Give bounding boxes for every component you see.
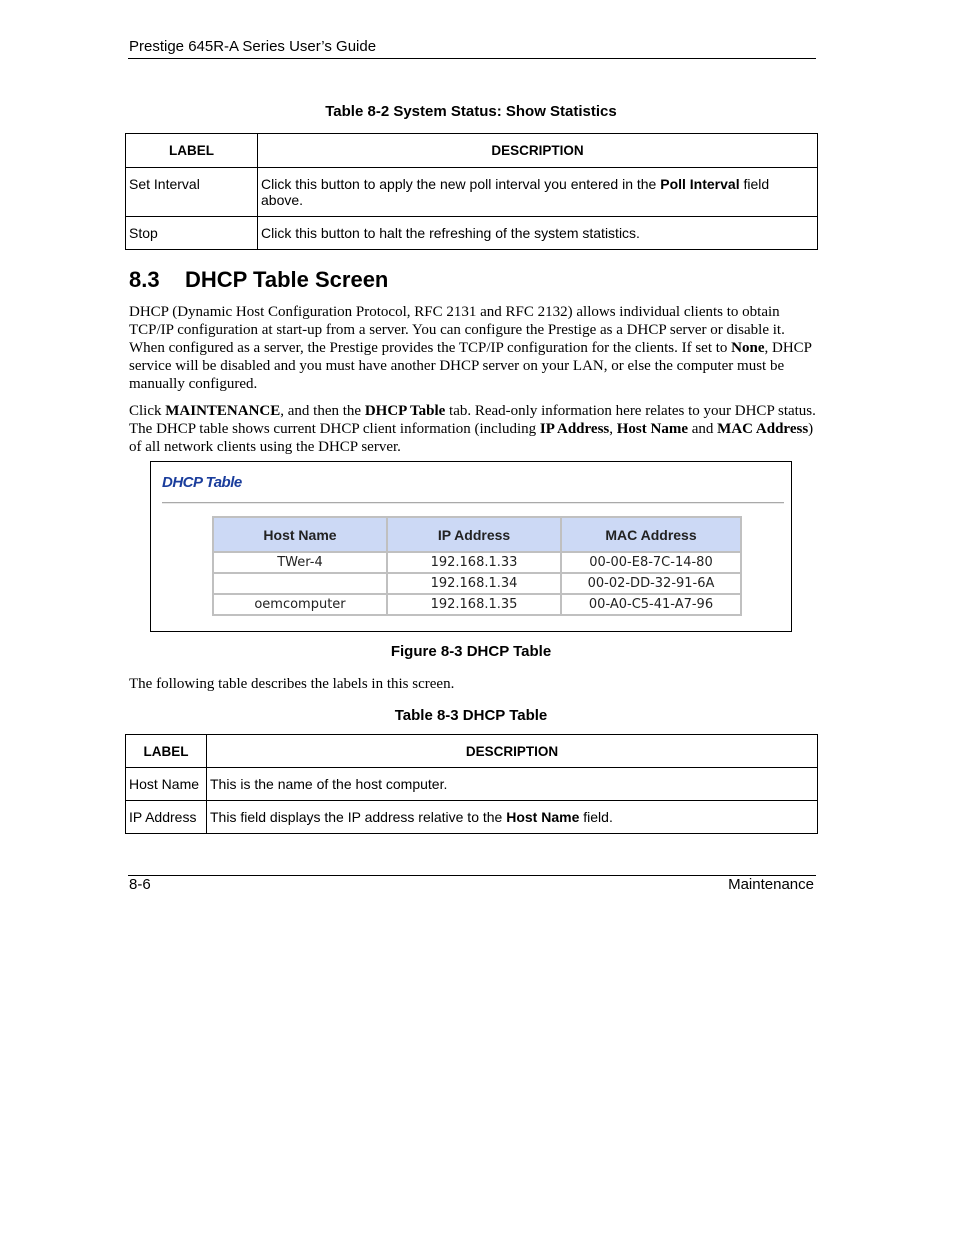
- screen-title: DHCP Table: [162, 474, 242, 491]
- mac-address-cell: 00-A0-C5-41-A7-96: [562, 595, 740, 614]
- page-number: 8-6: [129, 876, 151, 893]
- table-cell-label: Stop: [126, 217, 258, 250]
- mac-address-cell: 00-02-DD-32-91-6A: [562, 574, 740, 593]
- table-cell-label: Host Name: [126, 768, 207, 801]
- dhcp-table-screenshot: [150, 461, 792, 632]
- figure-8-3-caption: Figure 8-3 DHCP Table: [390, 643, 552, 660]
- section-heading: 8.3 DHCP Table Screen: [129, 267, 389, 292]
- ip-address-cell: 192.168.1.33: [388, 553, 560, 572]
- paragraph-dhcp-intro: DHCP (Dynamic Host Configuration Protocol, RFC 2131 and RFC 2132) allows individual clients to obtain TCP/IP configuration at start-up from a server. You can configure the Prestige as a DHCP server or disable it. When configured as a server, the Prestige provides the TCP/IP configuration for the clients. If set to None, DHCP service will be disabled and you must have another DHCP server on your LAN, or else the computer must be manually configured.: [129, 304, 812, 392]
- header-rule: [128, 58, 816, 59]
- table-8-2: [125, 133, 818, 250]
- table-row: [126, 768, 818, 801]
- table-8-3-label-header: LABEL: [126, 735, 207, 768]
- chapter-name: Maintenance: [728, 876, 814, 893]
- table-cell-label: Set Interval: [126, 168, 258, 217]
- paragraph-dhcp-table: Click MAINTENANCE, and then the DHCP Table tab. Read-only information here relates to your DHCP status. The DHCP table shows current DHCP client information (including IP Address, Host Name and MAC Address) of all network clients using the DHCP server.: [129, 403, 816, 455]
- table-8-3-description-header: DESCRIPTION: [207, 735, 818, 768]
- paragraph-labels-intro: The following table describes the labels in this screen.: [129, 676, 455, 692]
- table-cell-label: IP Address: [126, 801, 207, 834]
- table-cell-description: This is the name of the host computer.: [207, 768, 818, 801]
- dhcp-client-table: [212, 516, 742, 616]
- table-row: [126, 168, 818, 217]
- host-name-cell: oemcomputer: [214, 595, 386, 614]
- mac-address-cell: 00-00-E8-7C-14-80: [562, 553, 740, 572]
- table-cell-description: This field displays the IP address relative to the Host Name field.: [207, 801, 818, 834]
- table-cell-description: Click this button to halt the refreshing of the system statistics.: [258, 217, 818, 250]
- column-header-mac-address: MAC Address: [562, 518, 740, 551]
- table-row: [126, 801, 818, 834]
- table-cell-description: Click this button to apply the new poll interval you entered in the Poll Interval field above.: [258, 168, 818, 217]
- host-name-cell: [214, 574, 386, 593]
- column-header-host-name: Host Name: [214, 518, 386, 551]
- screen-title-rule: [162, 502, 784, 504]
- table-row: [214, 595, 740, 614]
- table-8-2-label-header: LABEL: [126, 134, 258, 168]
- table-8-2-description-header: DESCRIPTION: [258, 134, 818, 168]
- table-row: [214, 553, 740, 572]
- ip-address-cell: 192.168.1.35: [388, 595, 560, 614]
- table-8-3: [125, 734, 818, 834]
- table-8-2-caption: Table 8-2 System Status: Show Statistics: [325, 103, 617, 120]
- column-header-ip-address: IP Address: [388, 518, 560, 551]
- host-name-cell: TWer-4: [214, 553, 386, 572]
- ip-address-cell: 192.168.1.34: [388, 574, 560, 593]
- table-8-3-caption: Table 8-3 DHCP Table: [394, 707, 548, 724]
- page-header-title: Prestige 645R-A Series User’s Guide: [129, 38, 377, 55]
- table-row: [126, 217, 818, 250]
- table-row: [214, 574, 740, 593]
